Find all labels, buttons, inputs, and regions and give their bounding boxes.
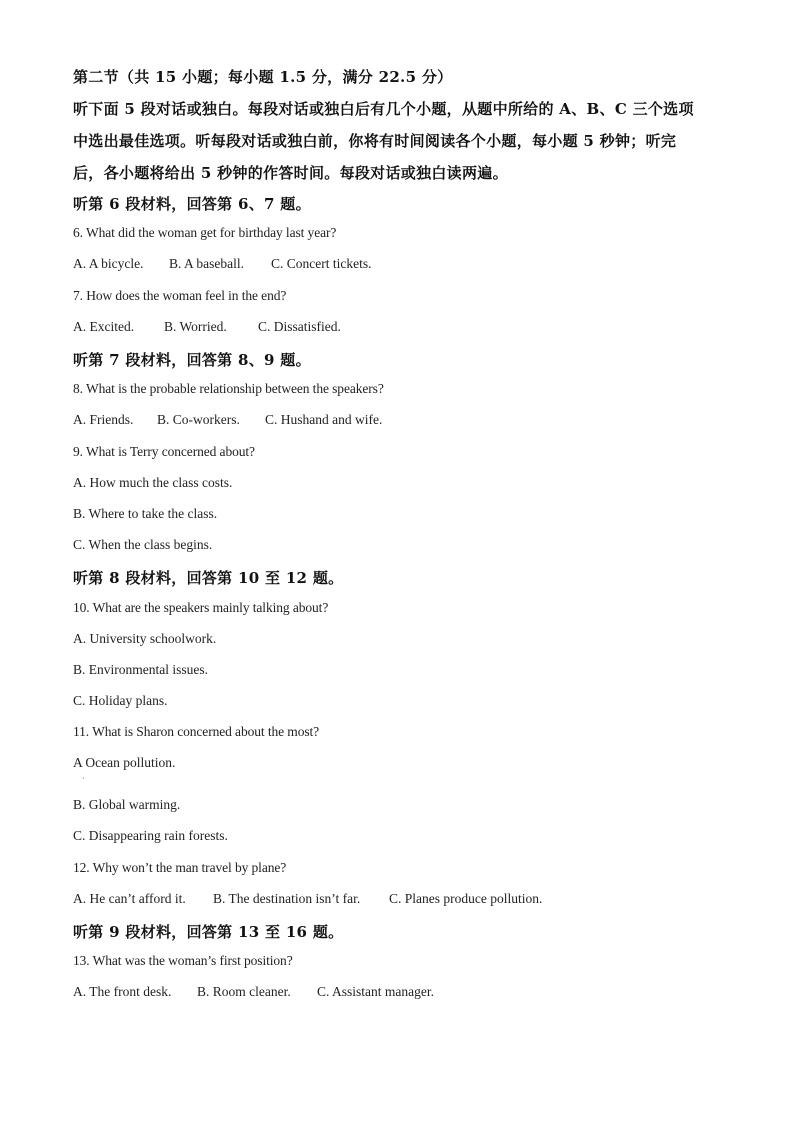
question-13-options — [73, 984, 434, 1000]
question-7-stem: 7. How does the woman feel in the end? — [73, 288, 287, 303]
stray-mark: · — [82, 774, 85, 783]
instructions-line-2: 中选出最佳选项。听每段对话或独白前，你将有时间阅读各个小题，每小题 5 秒钟；听完 — [73, 132, 677, 150]
question-9-option-b: B. Where to take the class. — [73, 506, 218, 521]
question-6-option-c: C. Concert tickets. — [271, 256, 372, 271]
question-12-option-b: B. The destination isn’t far. — [213, 891, 361, 906]
question-10-option-b: B. Environmental issues. — [73, 662, 208, 677]
group-heading-9: 听第 9 段材料，回答第 13 至 16 题。 — [73, 923, 344, 941]
question-7-option-c: C. Dissatisfied. — [258, 319, 341, 334]
question-8-option-a: A. Friends. — [73, 412, 134, 427]
instructions-line-3: 后，各小题将给出 5 秒钟的作答时间。每段对话或独白读两遍。 — [73, 164, 508, 182]
question-9-option-c: C. When the class begins. — [73, 537, 213, 552]
question-11-option-c: C. Disappearing rain forests. — [73, 828, 228, 843]
question-7-option-b: B. Worried. — [164, 319, 227, 334]
question-9-stem: 9. What is Terry concerned about? — [73, 444, 255, 459]
question-6-stem: 6. What did the woman get for birthday last year? — [73, 225, 337, 240]
question-6-option-a: A. A bicycle. — [73, 256, 144, 271]
question-10-stem: 10. What are the speakers mainly talking about? — [73, 600, 329, 615]
group-heading-7: 听第 7 段材料，回答第 8、9 题。 — [73, 351, 311, 369]
question-13-stem: 13. What was the woman’s first position? — [73, 953, 293, 968]
question-6-options — [73, 256, 371, 272]
question-12-option-c: C. Planes produce pollution. — [389, 891, 543, 906]
question-13-option-a: A. The front desk. — [73, 984, 172, 999]
question-8-option-c: C. Hushand and wife. — [265, 412, 383, 427]
question-12-stem: 12. Why won’t the man travel by plane? — [73, 860, 287, 875]
question-13-option-b: B. Room cleaner. — [197, 984, 291, 999]
instructions-line-1: 听下面 5 段对话或独白。每段对话或独白后有几个小题，从题中所给的 A、B、C 三个选项 — [73, 100, 694, 118]
question-11-option-b: B. Global warming. — [73, 797, 181, 812]
group-heading-6: 听第 6 段材料，回答第 6、7 题。 — [73, 195, 311, 213]
question-6-option-b: B. A baseball. — [169, 256, 244, 271]
question-11-option-a: A Ocean pollution. — [73, 755, 176, 770]
question-13-option-c: C. Assistant manager. — [317, 984, 434, 999]
question-12-options — [73, 891, 542, 907]
question-10-option-c: C. Holiday plans. — [73, 693, 168, 708]
group-heading-8: 听第 8 段材料，回答第 10 至 12 题。 — [73, 569, 344, 587]
question-8-options — [73, 412, 382, 428]
question-12-option-a: A. He can’t afford it. — [73, 891, 186, 906]
question-10-option-a: A. University schoolwork. — [73, 631, 217, 646]
question-7-option-a: A. Excited. — [73, 319, 135, 334]
question-11-stem: 11. What is Sharon concerned about the most? — [73, 724, 320, 739]
question-9-option-a: A. How much the class costs. — [73, 475, 233, 490]
question-8-stem: 8. What is the probable relationship between the speakers? — [73, 381, 384, 396]
question-8-option-b: B. Co-workers. — [157, 412, 240, 427]
section-header: 第二节（共 15 小题；每小题 1.5 分，满分 22.5 分） — [73, 68, 453, 86]
question-7-options — [73, 319, 341, 335]
